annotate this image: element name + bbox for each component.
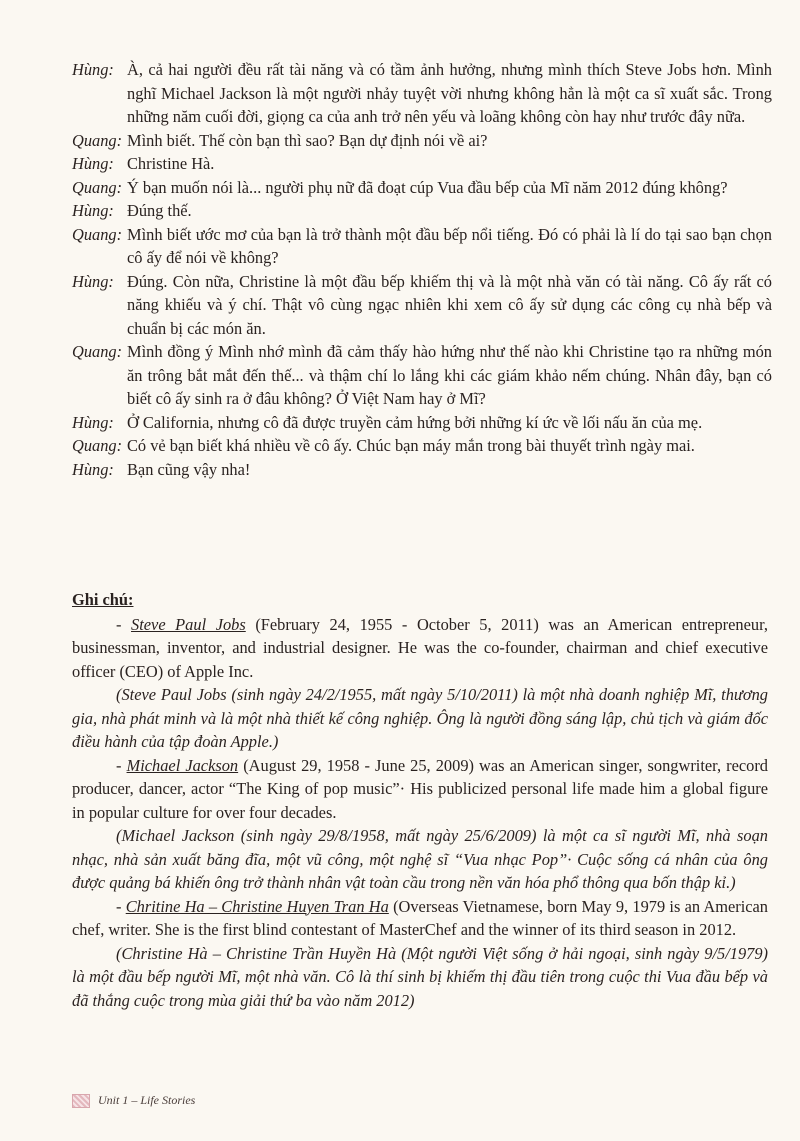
dialogue-text: Bạn cũng vậy nha! (127, 459, 251, 479)
note-english-text: (Overseas Vietnamese, born May 9, 1979 is an American chef, writer. She is the first blind contestant of MasterChef and the winner of its third season in 2012. (72, 896, 768, 939)
note-bullet: - (116, 755, 127, 775)
note-vietnamese: (Michael Jackson (sinh ngày 29/8/1958, mất ngày 25/6/2009) là một ca sĩ người Mĩ, nhà soạn nhạc, nhà sản xuất băng đĩa, một vũ công, một nghệ sĩ “Vua nhạc Pop”· Cuộc sống cá nhân của ông được quảng bá khiến ông trở thành nhân vật toàn cầu trong nền văn hóa phổ thông qua bốn thập kỉ.) (72, 826, 768, 892)
note-bullet: - (116, 896, 126, 916)
note-person-name: Steve Paul Jobs (131, 614, 246, 634)
note-english-text: (February 24, 1955 - October 5, 2011) was an American entrepreneur, businessman, inventor, and industrial designer. He was the co-founder, chairman and chief executive officer (CEO) of Apple Inc. (72, 614, 768, 681)
dialogue-speaker: Hùng: (72, 459, 114, 479)
dialogue-speaker: Hùng: (72, 60, 114, 79)
dialogue-line (72, 199, 772, 223)
dialogue-speaker: Quang: (72, 130, 123, 150)
dialogue-speaker: Quang: (72, 224, 123, 244)
dialogue-line (72, 152, 772, 176)
dialogue-text: Ở California, nhưng cô đã được truyền cảm hứng bởi những kí ức về lối nấu ăn của mẹ. (127, 412, 703, 432)
note-english (72, 613, 768, 684)
dialogue-line (72, 340, 772, 411)
note-english (72, 895, 768, 942)
dialogue-line (72, 176, 772, 200)
dialogue-speaker: Hùng: (72, 201, 114, 220)
dialogue-text: Christine Hà. (127, 154, 215, 173)
dialogue-speaker: Hùng: (72, 412, 114, 432)
dialogue-speaker: Quang: (72, 342, 123, 361)
dialogue-text: À, cả hai người đều rất tài năng và có tầm ảnh hưởng, nhưng mình thích Steve Jobs hơn. Mình nghĩ Michael Jackson là một người nhảy tuyệt vời nhưng không hẳn là một ca sĩ xuất sắc. Trong những năm cuối đời, giọng ca của anh trở nên yếu và loãng không còn hay như trước đây nữa. (127, 60, 772, 126)
dialogue-speaker: Hùng: (72, 154, 114, 173)
dialogue-text: Ý bạn muốn nói là... người phụ nữ đã đoạt cúp Vua đầu bếp của Mĩ năm 2012 đúng không? (127, 177, 728, 197)
notes-section (72, 588, 768, 1012)
note-vietnamese: (Steve Paul Jobs (sinh ngày 24/2/1955, mất ngày 5/10/2011) là một nhà doanh nghiệp Mĩ, thương gia, nhà phát minh và là một nhà thiết kế công nghiệp. Ông là người đồng sáng lập, chủ tịch và giám đốc điều hành của tập đoàn Apple.) (72, 685, 768, 751)
footer-text: Unit 1 – Life Stories (98, 1093, 196, 1107)
dialogue-speaker: Quang: (72, 177, 123, 197)
notes-title: Ghi chú: (72, 590, 134, 609)
note-english-text: (August 29, 1958 - June 25, 2009) was an American singer, songwriter, record producer, dancer, actor “The King of pop music”· His publicized personal life made him a global figure in popular culture for over four decades. (72, 755, 769, 822)
dialogue-text: Đúng. Còn nữa, Christine là một đầu bếp khiếm thị và là một nhà văn có tài năng. Cô ấy rất có năng khiếu và ý chí. Thật vô cùng ngạc nhiên khi xem cô ấy sử dụng các công cụ nhà bếp và chuẩn bị các món ăn. (127, 271, 772, 338)
notes-list (72, 613, 768, 1013)
dialogue-line (72, 223, 772, 270)
note-person-name: Chritine Ha – Christine Huyen Tran Ha (125, 896, 389, 916)
note-person-name: Michael Jackson (126, 755, 239, 775)
dialogue-line (72, 434, 772, 458)
dialogue-line (72, 58, 772, 129)
dialogue-line (72, 411, 772, 435)
dialogue-speaker: Quang: (72, 436, 123, 455)
dialogue-speaker: Hùng: (72, 271, 114, 291)
dialogue-text: Mình đồng ý Mình nhớ mình đã cảm thấy hào hứng như thế nào khi Christine tạo ra những món ăn trông bắt mắt đến thế... và thậm chí lo lắng khi các giám khảo nếm chúng. Nhân đây, bạn có biết cô ấy sinh ra ở đâu không? Ở Việt Nam hay ở Mĩ? (127, 342, 772, 408)
dialogue-line (72, 458, 772, 482)
note-vietnamese: (Christine Hà – Christine Trần Huyền Hà (Một người Việt sống ở hải ngoại, sinh ngày 9/5/1979) là một đầu bếp người Mĩ, một nhà văn. Cô là thí sinh bị khiếm thị đầu tiên trong cuộc thi Vua đầu bếp và đã thắng cuộc trong mùa giải thứ ba vào năm 2012) (72, 943, 768, 1010)
page-footer (72, 1093, 195, 1108)
dialogue-text: Mình biết ước mơ của bạn là trở thành một đầu bếp nổi tiếng. Đó có phải là lí do tại sao bạn chọn cô ấy để nói về không? (127, 224, 772, 267)
dialogue-text: Có vẻ bạn biết khá nhiều về cô ấy. Chúc bạn máy mắn trong bài thuyết trình ngày mai. (127, 436, 695, 455)
note-english (72, 754, 768, 825)
dialogue-line (72, 270, 772, 341)
dialogue-text: Mình biết. Thế còn bạn thì sao? Bạn dự định nói về ai? (127, 130, 488, 150)
dialogue (72, 58, 772, 481)
dialogue-line (72, 129, 772, 153)
dialogue-text: Đúng thế. (127, 201, 192, 220)
footer-logo-icon (72, 1094, 90, 1108)
note-bullet: - (116, 614, 132, 634)
